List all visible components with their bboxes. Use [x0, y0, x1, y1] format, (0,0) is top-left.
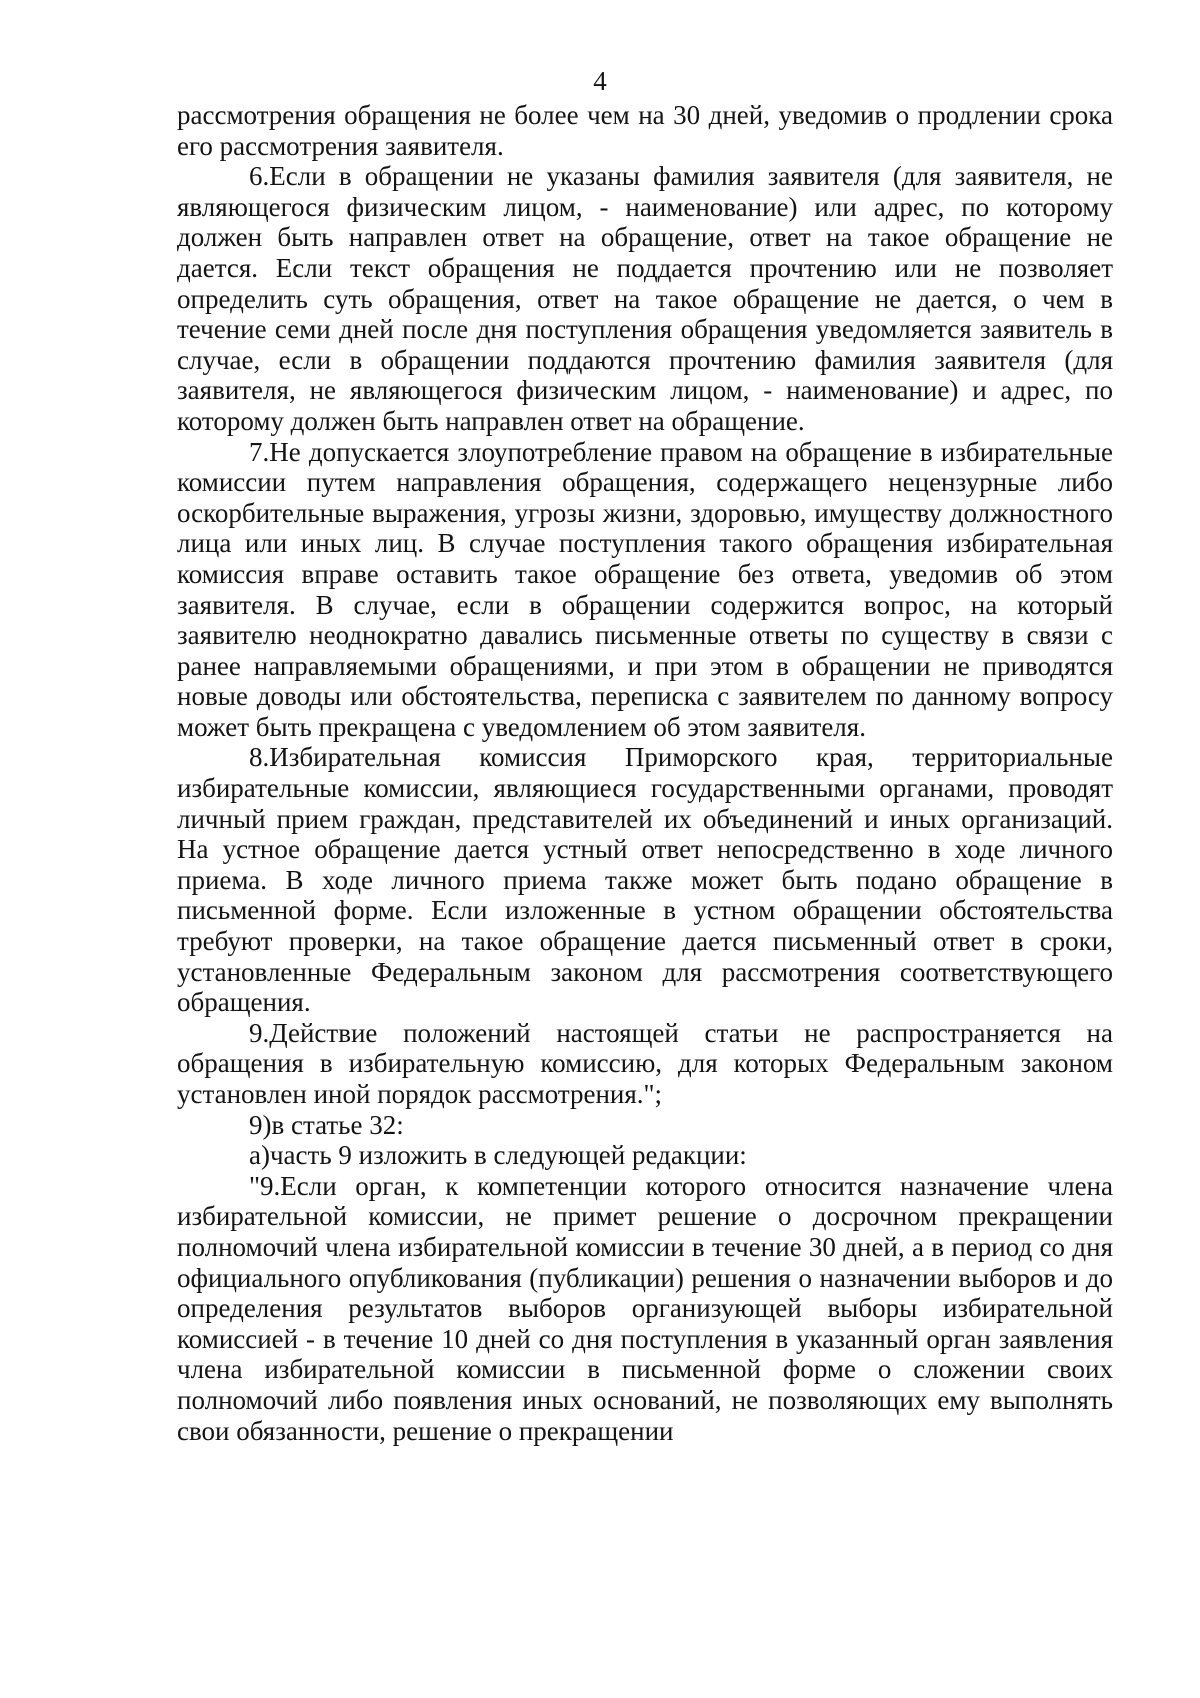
paragraph-item-6: 6.Если в обращении не указаны фамилия заявителя (для заявителя, не являющегося физическим лицом, - наименование) или адрес, по которому должен быть направлен ответ на обращение, ответ на такое обращение не дается. Если текст обращения не поддается прочтению или не позволяет определить суть обращения, ответ на такое обращение не дается, о чем в течение семи дней после дня поступления обращения уведомляется заявитель в случае, если в обращении поддаются прочтению фамилия заявителя (для заявителя, не являющегося физическим лицом, - наименование) и адрес, по которому должен быть направлен ответ на обращение. — [177, 161, 1113, 436]
paragraph-item-9: 9.Действие положений настоящей статьи не распространяется на обращения в избирательную комиссию, для которых Федеральным законом установлен иной порядок рассмотрения."; — [177, 1017, 1113, 1109]
paragraph-continuation: рассмотрения обращения не более чем на 30 дней, уведомив о продлении срока его рассмотрения заявителя. — [177, 100, 1113, 161]
paragraph-item-8: 8.Избирательная комиссия Приморского края, территориальные избирательные комиссии, являющиеся государственными органами, проводят личный прием граждан, представителей их объединений и иных организаций. На устное обращение дается устный ответ непосредственно в ходе личного приема. В ходе личного приема также может быть подано обращение в письменной форме. Если изложенные в устном обращении обстоятельства требуют проверки, на такое обращение дается письменный ответ в сроки, установленные Федеральным законом для рассмотрения соответствующего обращения. — [177, 742, 1113, 1018]
paragraph-item-7: 7.Не допускается злоупотребление правом на обращение в избирательные комиссии путем направления обращения, содержащего нецензурные либо оскорбительные выражения, угрозы жизни, здоровью, имуществу должностного лица или иных лиц. В случае поступления такого обращения избирательная комиссия вправе оставить такое обращение без ответа, уведомив об этом заявителя. В случае, если в обращении содержится вопрос, на который заявителю неоднократно давались письменные ответы по существу в связи с ранее направляемыми обращениями, и при этом в обращении не приводятся новые доводы или обстоятельства, переписка с заявителем по данному вопросу может быть прекращена с уведомлением об этом заявителя. — [177, 436, 1113, 742]
document-body — [177, 100, 1113, 1446]
page-number: 4 — [593, 66, 607, 96]
paragraph-new-part-9: "9.Если орган, к компетенции которого относится назначение члена избирательной комиссии, не примет решение о досрочном прекращении полномочий члена избирательной комиссии в течение 30 дней, а в период со дня официального опубликования (публикации) решения о назначении выборов и до определения результатов выборов организующей выборы избирательной комиссией - в течение 10 дней со дня поступления в указанный орган заявления члена избирательной комиссии в письменной форме о сложении своих полномочий либо появления иных оснований, не позволяющих ему выполнять свои обязанности, решение о прекращении — [177, 1170, 1113, 1446]
paragraph-article-32: 9)в статье 32: — [249, 1109, 404, 1140]
paragraph-subitem-a: а)часть 9 изложить в следующей редакции: — [249, 1140, 747, 1171]
